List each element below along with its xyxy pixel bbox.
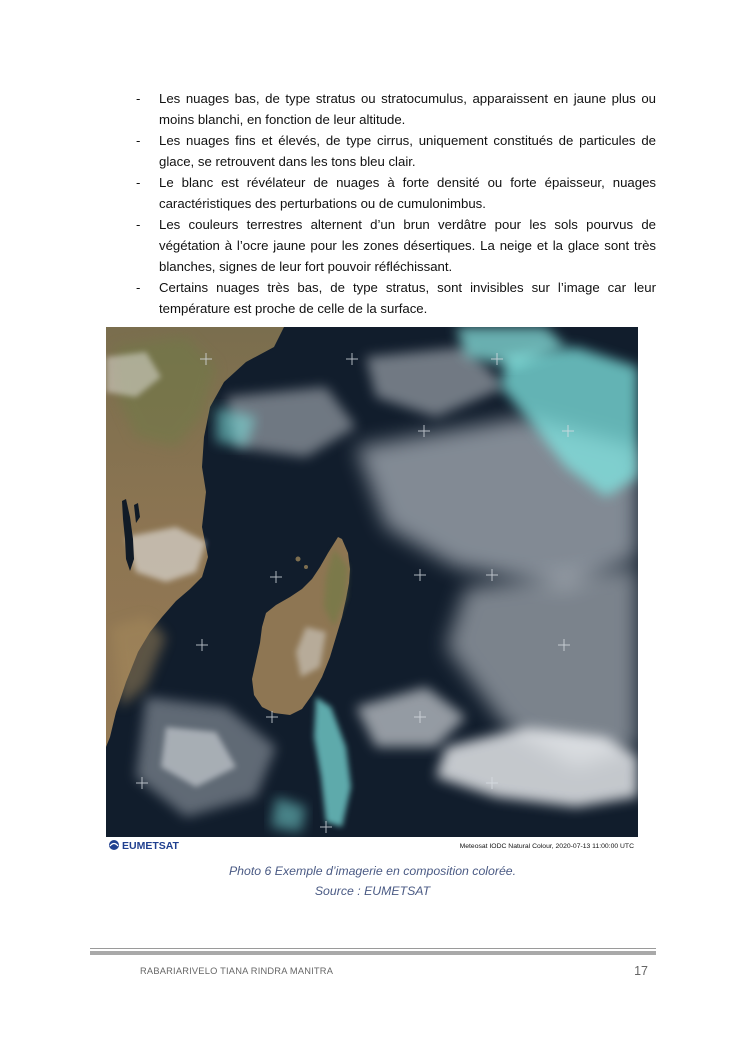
bullet-item (136, 277, 656, 319)
bullet-marker: - (136, 91, 141, 106)
satellite-image (106, 327, 638, 853)
bullet-item (136, 172, 656, 214)
bullet-marker: - (136, 133, 141, 148)
bullet-text: Les nuages fins et élevés, de type cirrus, uniquement constitués de particules de glace, se retrouvent dans les tons bleu clair. (159, 133, 656, 169)
bullet-item (136, 130, 656, 172)
figure-source: Source : EUMETSAT (314, 884, 431, 898)
bullet-item (136, 88, 656, 130)
footer-rule-thick (90, 951, 656, 955)
footer-author: RABARIARIVELO TIANA RINDRA MANITRA (140, 966, 334, 976)
bullet-text: Certains nuages très bas, de type stratus, sont invisibles sur l’image car leur température est proche de celle de la surface. (159, 280, 656, 316)
bullet-text: Les nuages bas, de type stratus ou stratocumulus, apparaissent en jaune plus ou moins blanchi, en fonction de leur altitude. (159, 91, 656, 127)
bullet-marker: - (136, 217, 141, 232)
bullet-text: Le blanc est révélateur de nuages à forte densité ou forte épaisseur, nuages caractéristiques des perturbations ou de cumulonimbus. (159, 175, 656, 211)
bullet-marker: - (136, 175, 141, 190)
page-number: 17 (634, 964, 648, 978)
svg-text:EUMETSAT: EUMETSAT (122, 840, 179, 852)
bullet-marker: - (136, 280, 141, 295)
footer-rule (90, 948, 656, 949)
bullet-item (136, 214, 656, 277)
image-stamp: Meteosat IODC Natural Colour, 2020-07-13 11:00:00 UTC (459, 843, 634, 850)
bullet-list (136, 88, 656, 319)
figure-caption: Photo 6 Exemple d’imagerie en composition colorée. (228, 864, 517, 878)
bullet-text: Les couleurs terrestres alternent d’un brun verdâtre pour les sols pourvus de végétation à l’ocre jaune pour les zones désertiques. La neige et la glace sont très blanches, signes de leur fort pouvoir réfléchissant. (159, 217, 656, 274)
